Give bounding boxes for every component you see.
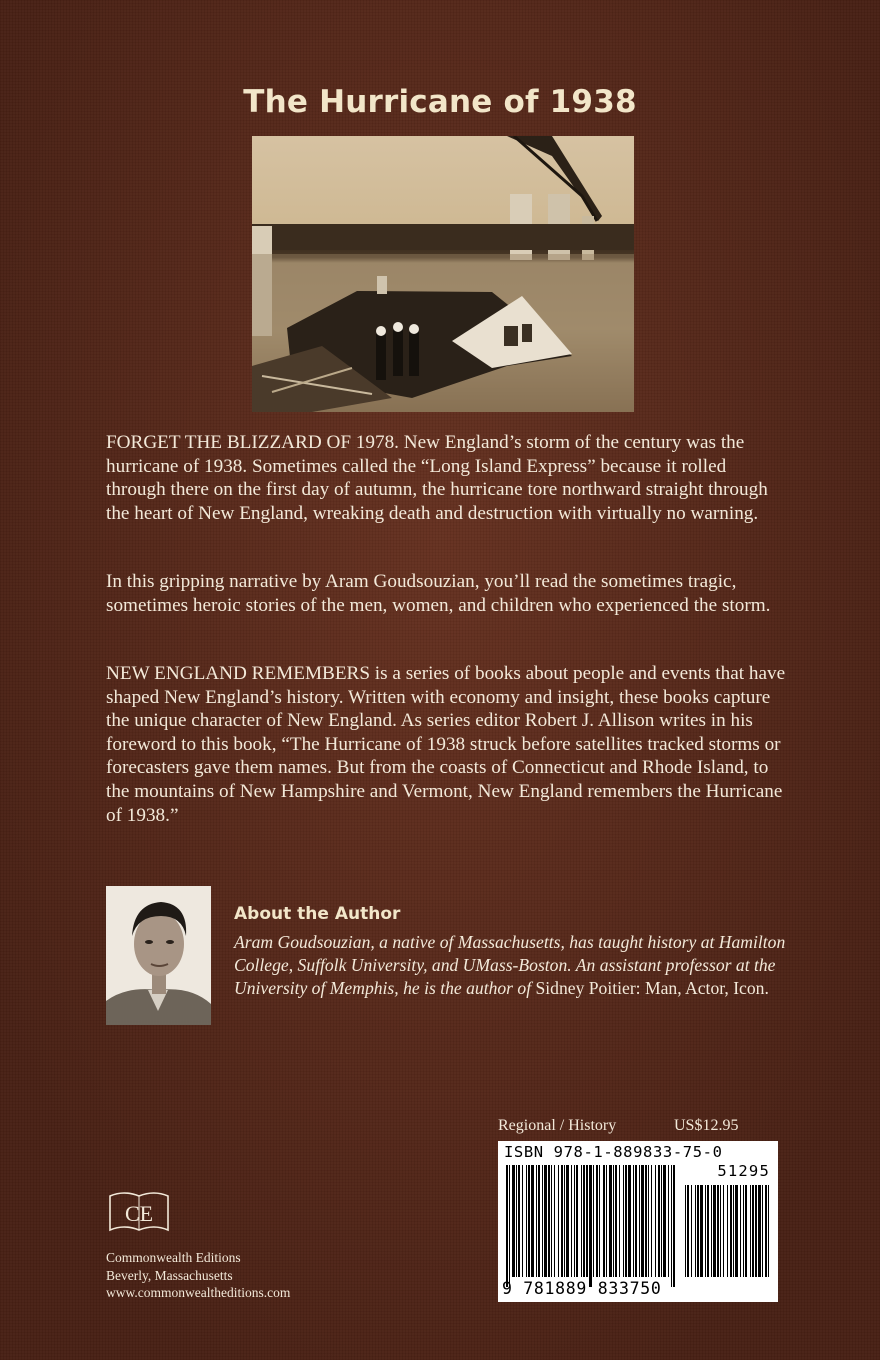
barcode-bar (700, 1185, 703, 1277)
barcode-bar (512, 1165, 515, 1277)
barcode-bar (554, 1165, 555, 1277)
barcode-bar (743, 1185, 744, 1277)
barcode-bar (727, 1185, 728, 1277)
barcode-bar (526, 1165, 527, 1277)
barcode-bar (593, 1165, 594, 1277)
barcode-bar (623, 1165, 624, 1277)
barcode-bar (671, 1165, 672, 1287)
barcode-bar (633, 1165, 634, 1277)
barcode-bar (589, 1165, 592, 1287)
barcode-bar (655, 1165, 656, 1277)
publisher-name: Commonwealth Editions (106, 1250, 241, 1265)
book-price: US$12.95 (674, 1117, 739, 1134)
barcode-bar (705, 1185, 706, 1277)
barcode-bar (641, 1165, 644, 1277)
barcode-bar (707, 1185, 709, 1277)
barcode-bar (566, 1165, 569, 1277)
barcode-bar (564, 1165, 565, 1277)
barcode-bar (538, 1165, 540, 1277)
barcode-bar (586, 1165, 588, 1277)
barcode-bar (733, 1185, 734, 1277)
barcode-bar (673, 1165, 675, 1287)
barcode-bar (685, 1185, 686, 1277)
barcode-bar (697, 1185, 699, 1277)
barcode-bar (581, 1165, 582, 1277)
barcode-bar (658, 1165, 660, 1277)
barcode-bar (516, 1165, 517, 1277)
barcode-bar (755, 1185, 757, 1277)
publisher-info (106, 1249, 290, 1302)
barcode-bar (558, 1165, 559, 1277)
barcode-bar (668, 1165, 669, 1277)
barcode-bar (528, 1165, 530, 1277)
barcode-bar (720, 1185, 721, 1277)
barcode-bar (625, 1165, 627, 1277)
about-author-heading: About the Author (234, 904, 401, 924)
barcode-bar (663, 1165, 666, 1277)
author-photo (106, 886, 211, 1025)
barcode-bar (713, 1185, 716, 1277)
barcode-bar (740, 1185, 741, 1277)
ean-digits: 9 781889 833750 (502, 1279, 662, 1298)
barcode-bar (651, 1165, 652, 1277)
author-book-title: Sidney Poitier: Man, Actor, Icon. (535, 978, 769, 999)
barcode-bar (571, 1165, 572, 1277)
barcode-bar (691, 1185, 692, 1277)
barcode-bar (645, 1165, 647, 1277)
barcode-bar (506, 1165, 508, 1287)
barcode-bar (758, 1185, 761, 1277)
barcode-bar (615, 1165, 617, 1277)
barcode-bar (628, 1165, 631, 1277)
barcode-bar (596, 1165, 598, 1277)
barcode-bar (613, 1165, 614, 1277)
isbn-barcode (498, 1141, 778, 1302)
barcode-bar (509, 1165, 510, 1287)
price-code: 51295 (717, 1162, 770, 1180)
description-paragraph-1: FORGET THE BLIZZARD OF 1978. New England’s storm of the century was the hurricane of 1938. Sometimes called the “Long Island Express” because it rolled through there on the first day of autumn, the hurricane tore northward straight through the heart of New England, wreaking death and destruction with virtually no warning. (106, 432, 768, 524)
barcode-bar (723, 1185, 724, 1277)
barcode-bar (648, 1165, 649, 1277)
publisher-location: Beverly, Massachusetts (106, 1267, 233, 1283)
barcode-bar (750, 1185, 751, 1277)
barcode-bar (639, 1165, 640, 1277)
barcode-bar (635, 1165, 637, 1277)
publisher-logo (106, 1190, 172, 1234)
barcode-bar (522, 1165, 523, 1277)
barcode-bar (574, 1165, 575, 1277)
barcode-bar (765, 1185, 767, 1277)
book-category: Regional / History (498, 1117, 617, 1134)
author-bio-text: Aram Goudsouzian, a native of Massachusetts, has taught history at Hamilton College, Suffolk University, and UMass-Boston. An assistant professor at the University of Memphis, he is the author of (234, 932, 786, 999)
barcode-bar (536, 1165, 537, 1277)
barcode-bar (603, 1165, 605, 1277)
barcode-bar (576, 1165, 578, 1277)
isbn-text: ISBN 978-1-889833-75-0 (504, 1143, 723, 1161)
barcode-bar (711, 1185, 712, 1277)
barcode-bar (768, 1185, 769, 1277)
barcode-bar (542, 1165, 543, 1277)
barcode-bar (695, 1185, 696, 1277)
barcode-bar (609, 1165, 612, 1277)
barcode-bar (717, 1185, 719, 1277)
barcode-bar (583, 1165, 585, 1277)
description-paragraph-3: NEW ENGLAND REMEMBERS is a series of books about people and events that have shaped New England’s history. Written with economy and insight, these books capture the unique character of New England. As series editor Robert J. Allison writes in his foreword to this book, “The Hurricane of 1938 struck before satellites tracked storms or forecasters gave them names. But from the coasts of Connecticut and Rhode Island, to the mountains of New Hampshire and Vermont, New England remembers the Hurricane of 1938.” (106, 663, 786, 826)
publisher-logo-text: CE (124, 1201, 154, 1226)
barcode-bar (687, 1185, 689, 1277)
barcode-bar (735, 1185, 738, 1277)
barcode-bar (752, 1185, 754, 1277)
publisher-website: www.commonwealtheditions.com (106, 1285, 291, 1300)
book-title: The Hurricane of 1938 (243, 84, 637, 120)
barcode-bar (551, 1165, 552, 1277)
barcode-bar (561, 1165, 563, 1277)
cover-photo-flooded-house (252, 136, 634, 412)
barcode-bar (762, 1185, 763, 1277)
barcode-bar (548, 1165, 550, 1277)
barcode-bar (619, 1165, 620, 1277)
barcode-bar (518, 1165, 520, 1277)
barcode-bar (599, 1165, 600, 1277)
barcode-bar (531, 1165, 534, 1277)
barcode-bar (544, 1165, 547, 1277)
barcode-bar (730, 1185, 732, 1277)
description-paragraph-2: In this gripping narrative by Aram Goudsouzian, you’ll read the sometimes tragic, sometimes heroic stories of the men, women, and children who experienced the storm. (106, 571, 771, 616)
barcode-bar (606, 1165, 607, 1277)
author-bio (234, 931, 794, 1001)
barcode-bar (661, 1165, 662, 1277)
barcode-bar (745, 1185, 747, 1277)
